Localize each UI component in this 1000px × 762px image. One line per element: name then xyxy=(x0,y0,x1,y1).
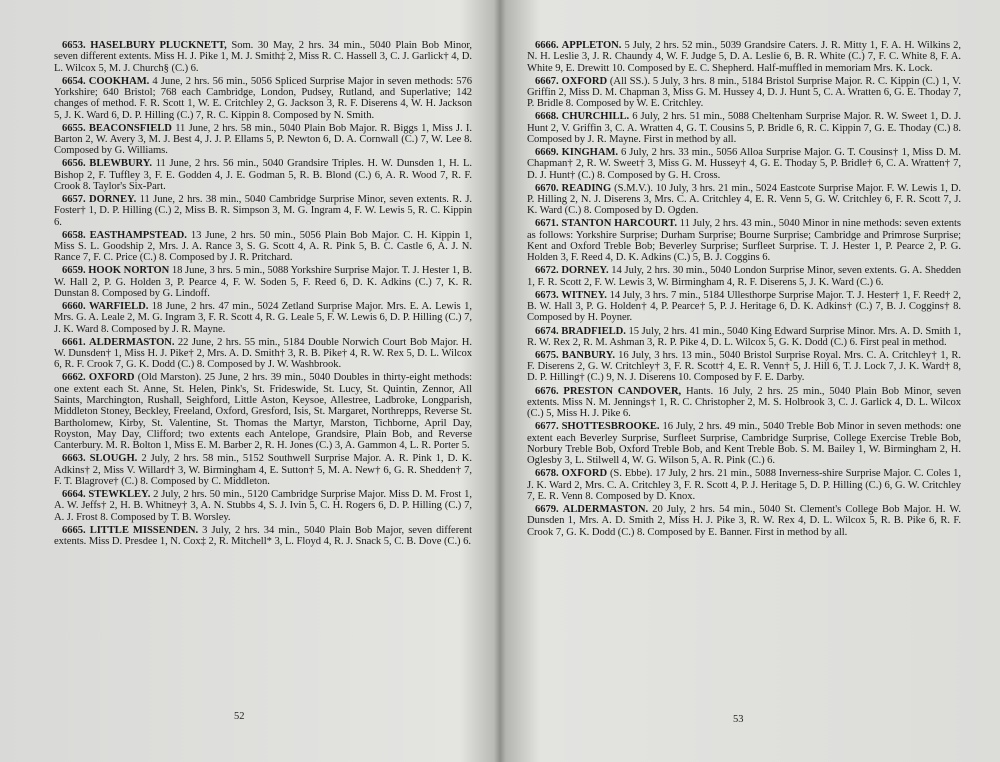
peal-number: 6672. xyxy=(535,265,559,277)
peal-entry xyxy=(527,147,961,181)
peal-number: 6659. xyxy=(62,265,86,277)
peal-place: KINGHAM. xyxy=(561,147,618,159)
peal-details: 4 June, 2 hrs. 56 min., 5056 Spliced Surprise Major in seven methods: 576 Yorkshire; 640 Bristol; 768 each Cambridge, London, Pudsey, Rutland, and Superlative; 142 changes of method. F. R. Scott 1, W. E. Critchley 2, G. Jackson 3, R. F. Diserens 4, W. H. Jackson 5, J. K. Ward 6, D. P. Hilling (C.) 7, R. C. Kippin 8. Composed by N. Smith. xyxy=(54,75,472,121)
peal-entry xyxy=(527,290,961,324)
peal-entry xyxy=(54,158,472,192)
peal-entry xyxy=(527,421,961,466)
peal-place: ALDERMASTON. xyxy=(89,336,175,348)
peal-place: SLOUGH. xyxy=(89,453,138,465)
left-page xyxy=(54,40,472,549)
peal-number: 6667. xyxy=(535,75,559,87)
peal-number: 6674. xyxy=(535,325,559,337)
peal-details: (All SS.). 5 July, 3 hrs. 8 min., 5184 Bristol Surprise Major. R. C. Kippin (C.) 1, V. Griffin 2, Miss D. M. Chapman 3, Miss G. M. Hussey 4, D. J. Hunt 5, C. A. Wratten 6, G. E. Thoday 7, P. Bridle 8. Composed by W. E. Critchley. xyxy=(527,75,962,110)
peal-details: 11 June, 2 hrs. 58 min., 5040 Plain Bob Major. R. Biggs 1, Miss J. I. Barton 2, W. Avery 3, M. J. Best 4, J. J. P. Ellams 5, P. Newton 6, D. A. Cornwall (C.) 7, W. Lee 8. Composed by G. Williams. xyxy=(54,122,472,157)
peal-place: BRADFIELD. xyxy=(561,325,626,337)
peal-number: 6663. xyxy=(62,453,86,465)
peal-entry xyxy=(54,301,472,335)
peal-number: 6673. xyxy=(535,289,559,301)
peal-details: 16 July, 2 hrs. 49 min., 5040 Treble Bob Minor in seven methods: one extent each Beverley Surprise, Surfleet Surprise, Cambridge Surprise, College Exercise Treble Bob, Norbury Treble Bob, Oxford Treble Bob, and Kent Treble Bob. S. M. Bailey 1, W. Birmingham 2, H. Oglesby 3, L. Stilwell 4, W. G. Wilson 5, A. R. Pink (C.) 6. xyxy=(527,421,961,467)
peal-details: 6 July, 2 hrs. 33 min., 5056 Alloa Surprise Major. G. T. Cousins† 1, Miss D. M. Chapman† 2, R. W. Sweet† 3, Miss G. M. Hussey† 4, G. E. Thoday 5, P. Bridle† 6, C. A. Wratten† 7, D. J. Hunt† (C.) 8. Composed by G. H. Cross. xyxy=(527,147,961,181)
peal-entry xyxy=(54,76,472,121)
peal-number: 6678. xyxy=(535,468,559,480)
peal-details: 15 July, 2 hrs. 41 min., 5040 King Edward Surprise Minor. Mrs. A. D. Smith 1, R. W. Rex 2, R. M. Ashman 3, R. P. Pike 4, D. L. Wilcox 5, G. K. Dodd (C.) 6. First peal in method. xyxy=(527,325,961,348)
peal-details: 2 July, 2 hrs. 50 min., 5120 Cambridge Surprise Major. Miss D. M. Frost 1, A. W. Jeffs† 2, H. B. Whitney† 3, A. N. Stubbs 4, S. J. Ivin 5, C. H. Rogers 6, D. P. Hilling (C.) 7, A. J. Frost 8. Composed by T. B. Worsley. xyxy=(54,489,472,523)
peal-number: 6656. xyxy=(62,158,86,170)
peal-number: 6670. xyxy=(535,182,559,194)
peal-details: Hants. 16 July, 2 hrs. 25 min., 5040 Plain Bob Minor, seven extents. Miss N. M. Jennings† 1, R. C. Christopher 2, M. S. Holbrook 3, C. J. Garlick 4, D. L. Wilcox (C.) 5, Miss H. J. Pike 6. xyxy=(527,385,961,420)
peal-place: BLEWBURY. xyxy=(89,158,152,170)
peal-entry xyxy=(527,386,961,420)
peal-details: 20 July, 2 hrs. 54 min., 5040 St. Clement's College Bob Major. H. W. Dunsden 1, Mrs. A. D. Smith 2, Miss H. J. Pike 3, R. W. Rex 4, D. L. Wilcox 5, R. B. Pike 6, R. F. Crook 7, G. K. Dodd (C.) 8. Composed by E. Banner. First in method by all. xyxy=(527,503,961,538)
peal-place: DORNEY. xyxy=(561,265,609,277)
peal-details: (Old Marston). 25 June, 2 hrs. 39 min., 5040 Doubles in thirty-eight methods: one extent each St. Anne, St. Helen, Pink's, St. Frideswide, St. Lucy, St. Quintin, Zennor, All Saints, Marchington, Rushall, Seighford, Little Aston, Keysoe, Allestree, Ladbroke, Longparish, Middleton Stoney, Beckley, Freeland, Oxford, Gresford, Isis, St. Margaret, Northrepps, Reverse St. Bartholomew, Kirby, St. Valentine, St. Thomas the Martyr, Marston, Tichborne, April Day, Royston, May Day, Clifford; two extents each Antelope, Grandsire, Plain Bob, and Reverse Canterbury. M. R. Bolton 1, Miss E. M. Barber 2, R. H. Jones (C.) 3, A. Gammon 4, L. R. Porter 5. xyxy=(54,372,472,452)
peal-details: 11 July, 2 hrs. 43 min., 5040 Minor in nine methods: seven extents as follows: Yorkshire Surprise; Durham Surprise; Bourne Surprise; Cambridge and Primrose Surprise; Kent and Oxford Treble Bob; Beverley Surprise; Surfleet Surprise. T. J. Hester 1, P. Pearce 2, P. G. Holden 3, F. Reed 4, D. K. Adkins (C.) 5, B. J. Coggins 6. xyxy=(527,218,961,264)
peal-place: OXFORD xyxy=(561,75,608,87)
peal-entry xyxy=(54,194,472,228)
peal-place: BANBURY. xyxy=(561,349,616,361)
peal-details: (S. Ebbe). 17 July, 2 hrs. 21 min., 5088 Inverness-shire Surprise Major. C. Coles 1, J. K. Ward 2, Mrs. C. A. Critchley 3, F. R. Scott 4, P. J. Heritage 5, D. P. Hilling (C.) 6, G. W. Critchley 7, E. R. Venn 8. Composed by D. Knox. xyxy=(527,468,961,502)
peal-entry xyxy=(527,468,961,502)
peal-number: 6676. xyxy=(535,385,559,397)
peal-number: 6653. xyxy=(62,40,86,51)
peal-number: 6665. xyxy=(62,524,86,536)
peal-number: 6677. xyxy=(535,421,559,433)
peal-place: STANTON HARCOURT. xyxy=(561,218,677,230)
peal-place: WITNEY. xyxy=(561,289,607,301)
peal-details: 11 June, 2 hrs. 38 min., 5040 Cambridge Surprise Minor, seven extents. R. J. Foster† 1, D. P. Hilling (C.) 2, Miss B. R. Simpson 3, M. G. Ingram 4, F. W. Lewis 5, R. C. Kippin 6. xyxy=(54,194,472,228)
peal-entry xyxy=(54,372,472,451)
peal-place: OXFORD xyxy=(561,468,608,480)
peal-entry xyxy=(54,123,472,157)
peal-entry xyxy=(54,489,472,523)
peal-details: 18 June, 2 hrs. 47 min., 5024 Zetland Surprise Major. Mrs. E. A. Lewis 1, Mrs. G. A. Leale 2, M. G. Ingram 3, F. R. Scott 4, R. G. Leale 5, F. W. Lewis 6, D. P. Hilling (C.) 7, J. K. Ward 8. Composed by J. R. Mayne. xyxy=(54,301,472,335)
peal-entry xyxy=(54,40,472,74)
peal-place: HOOK NORTON xyxy=(88,265,170,277)
peal-place: SHOTTESBROOKE. xyxy=(561,421,660,433)
peal-number: 6661. xyxy=(62,336,86,348)
peal-number: 6662. xyxy=(62,372,86,384)
peal-number: 6666. xyxy=(535,40,559,51)
peal-details: (S.M.V.). 10 July, 3 hrs. 21 min., 5024 Eastcote Surprise Major. F. W. Lewis 1, D. P. Hilling 2, N. J. Diserens 3, Mrs. C. A. Critchley 4, E. R. Venn 5, G. W. Critchley 6, F. R. Scott 7, J. K. Ward (C.) 8. Composed by D. Ogden. xyxy=(527,182,961,217)
peal-number: 6655. xyxy=(62,122,86,134)
peal-place: BEACONSFIELD xyxy=(88,122,172,134)
peal-place: HASELBURY PLUCKNETT, xyxy=(90,40,227,51)
peal-entry xyxy=(54,230,472,264)
peal-entry xyxy=(527,183,961,217)
peal-entry xyxy=(527,218,961,263)
peal-place: WARFIELD. xyxy=(89,301,149,313)
peal-number: 6675. xyxy=(535,349,559,361)
peal-entry xyxy=(54,265,472,299)
peal-entry xyxy=(527,76,961,110)
peal-number: 6669. xyxy=(535,147,559,159)
peal-number: 6668. xyxy=(535,111,559,123)
peal-entry xyxy=(527,350,961,384)
peal-details: 6 July, 2 hrs. 51 min., 5088 Cheltenham Surprise Major. R. W. Sweet 1, D. J. Hunt 2, V. Griffin 3, C. A. Wratten 4, G. T. Cousins 5, P. Bridle 6, R. C. Kippin 7, G. E. Thoday (C.) 8. Composed by J. R. Mayne. First in method by all. xyxy=(527,111,961,145)
left-page-number: 52 xyxy=(234,711,245,722)
peal-details: 22 June, 2 hrs. 55 min., 5184 Double Norwich Court Bob Major. H. W. Dunsden† 1, Miss H. J. Pike† 2, Mrs. A. D. Smith† 3, R. B. Pike† 4, R. W. Rex 5, D. L. Wilcox 6, R. F. Crook 7, G. K. Dodd (C.) 8. Composed by J. W. Washbrook. xyxy=(54,336,472,371)
peal-entry xyxy=(527,504,961,538)
peal-place: COOKHAM. xyxy=(88,75,150,87)
peal-place: READING xyxy=(561,182,612,194)
peal-entry xyxy=(527,111,961,145)
peal-details: 14 July, 2 hrs. 30 min., 5040 London Surprise Minor, seven extents. G. A. Shedden 1, F. R. Scott 2, F. W. Lewis 3, W. Birmingham 4, R. F. Diserens 5, J. K. Ward (C.) 6. xyxy=(527,265,961,288)
peal-number: 6664. xyxy=(62,489,86,501)
peal-details: 14 July, 3 hrs. 7 min., 5184 Ullesthorpe Surprise Major. T. J. Hester† 1, F. Reed† 2, B. W. Hall 3, P. G. Holden† 4, P. Pearce† 5, P. J. Heritage 6, D. K. Adkins† (C.) 7, B. J. Coggins† 8. Composed by H. Poyner. xyxy=(527,289,962,324)
right-page xyxy=(527,40,961,540)
peal-number: 6654. xyxy=(62,75,86,87)
peal-place: APPLETON. xyxy=(561,40,622,51)
peal-place: DORNEY. xyxy=(89,194,137,206)
peal-place: CHURCHILL. xyxy=(561,111,630,123)
peal-place: STEWKLEY. xyxy=(88,489,151,501)
peal-details: 2 July, 2 hrs. 58 min., 5152 Southwell Surprise Major. A. R. Pink 1, D. K. Adkins† 2, Miss V. Willard† 3, W. Birmingham 4, E. Sutton† 5, M. A. New† 6, G. R. Shedden† 7, F. T. Blagrove† (C.) 8. Composed by C. Middleton. xyxy=(54,453,472,487)
peal-details: 18 June, 3 hrs. 5 min., 5088 Yorkshire Surprise Major. T. J. Hester 1, B. W. Hall 2, P. G. Holden 3, P. Pearce 4, F. W. Soden 5, F. Reed 6, D. K. Adkins (C.) 7, K. R. Dunstan 8. Composed by G. Lindoff. xyxy=(54,265,472,300)
peal-entry xyxy=(54,337,472,371)
peal-place: EASTHAMPSTEAD. xyxy=(89,229,187,241)
peal-place: ALDERMASTON. xyxy=(562,503,649,515)
peal-place: LITTLE MISSENDEN. xyxy=(89,524,199,536)
peal-place: PRESTON CANDOVER, xyxy=(563,385,682,397)
peal-details: 5 July, 2 hrs. 52 min., 5039 Grandsire Caters. J. R. Mitty 1, F. A. H. Wilkins 2, N. H. Leslie 3, J. R. Chaundy 4, W. F. Judge 5, D. A. Leslie 6, B. R. White (C.) 7, F. C. White 8, F. A. White 9, E. Drewitt 10. Composed by E. C. Shepherd. Half-muffled in memoriam Mrs. K. Lock. xyxy=(527,40,961,74)
peal-details: 11 June, 2 hrs. 56 min., 5040 Grandsire Triples. H. W. Dunsden 1, H. L. Bishop 2, F. Tuffley 3, F. E. Godden 4, J. E. Godman 5, R. B. Blond (C.) 6, A. R. Wood 7, R. F. Crook 8. Taylor's Six-Part. xyxy=(54,158,472,192)
peal-details: 13 June, 2 hrs. 50 min., 5056 Plain Bob Major. C. H. Kippin 1, Miss S. L. Goodship 2, Mrs. J. A. Rance 3, S. G. Scott 4, A. R. Pink 5, B. C. Castle 6, A. J. N. Rance 7, F. C. Price (C.) 8. Composed by J. R. Pritchard. xyxy=(54,229,472,264)
peal-entry xyxy=(527,326,961,349)
peal-details: 3 July, 2 hrs. 34 min., 5040 Plain Bob Major, seven different extents. Miss D. Presdee 1, N. Cox‡ 2, R. Mitchell* 3, L. Floyd 4, R. J. Snack 5, C. B. Dove (C.) 6. xyxy=(54,524,472,548)
peal-entry xyxy=(54,525,472,548)
peal-place: OXFORD xyxy=(88,372,135,384)
peal-entry xyxy=(527,265,961,288)
peal-number: 6660. xyxy=(62,301,86,313)
right-page-number: 53 xyxy=(733,714,744,725)
peal-number: 6658. xyxy=(62,229,86,241)
peal-number: 6671. xyxy=(535,218,559,230)
peal-number: 6679. xyxy=(535,503,559,515)
peal-details: Som. 30 May, 2 hrs. 34 min., 5040 Plain Bob Minor, seven different extents. Miss H. J. Pike 1, M. J. Smith‡ 2, Miss R. C. Hassell 3, C. J. Garlick† 4, D. L. Wilcox 5, M. J. Church§ (C.) 6. xyxy=(54,40,472,74)
peal-entry xyxy=(54,453,472,487)
peal-details: 16 July, 3 hrs. 13 min., 5040 Bristol Surprise Royal. Mrs. C. A. Critchley† 1, R. F. Diserens 2, G. W. Critchley† 3, F. R. Scott† 4, E. R. Venn† 5, J. Hill 6, T. J. Lock 7, J. K. Ward† 8, D. P. Hilling† (C.) 9, N. J. Diserens 10. Composed by F. E. Darby. xyxy=(527,349,961,384)
peal-number: 6657. xyxy=(62,194,86,206)
peal-entry xyxy=(527,40,961,74)
